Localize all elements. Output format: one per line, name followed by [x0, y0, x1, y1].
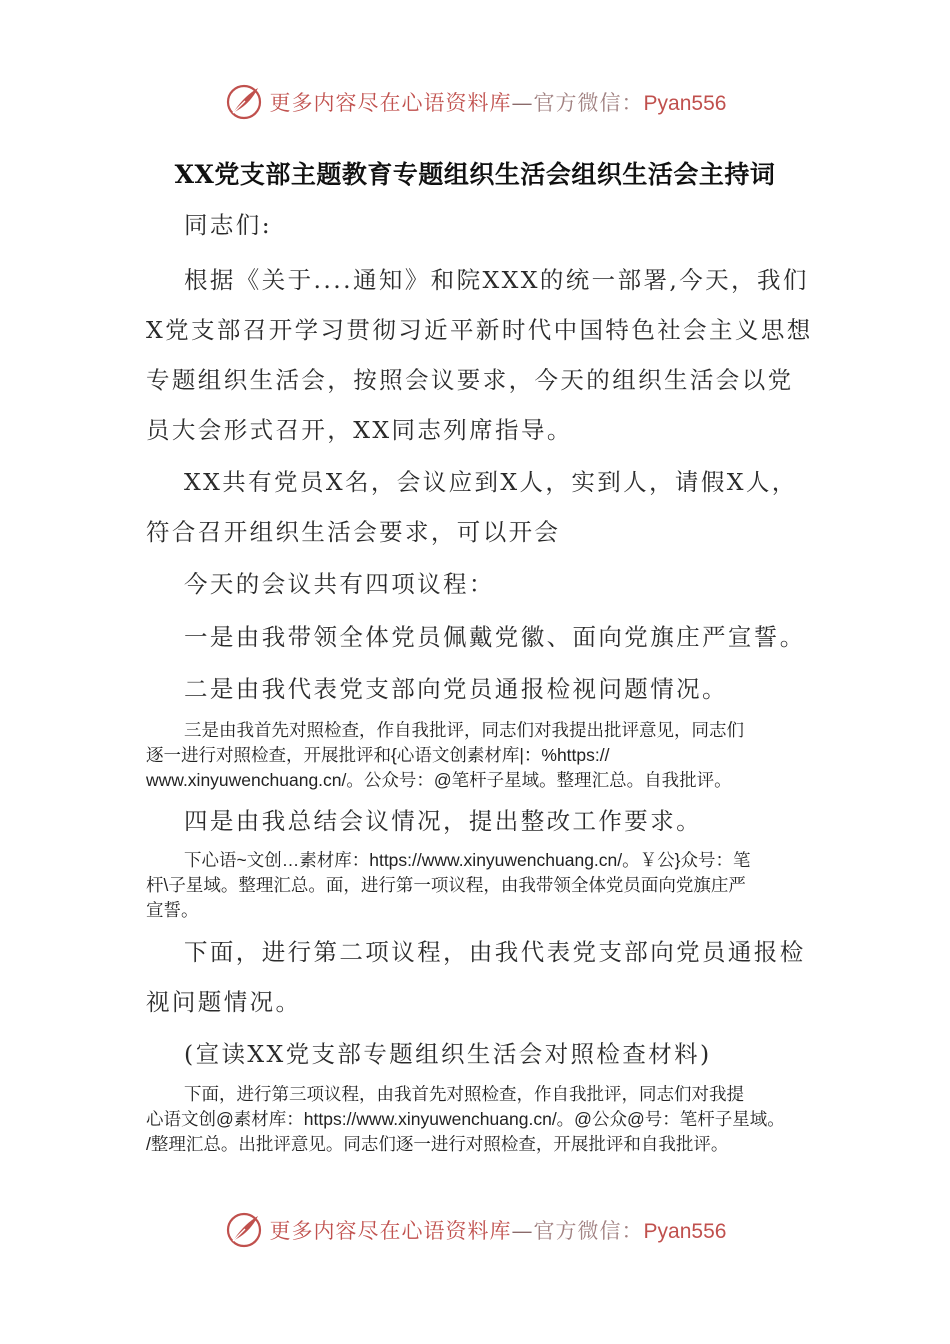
document-title: XX党支部主题教育专题组织生活会组织生活会主持词 — [174, 160, 776, 189]
text-line: 视问题情况。 — [146, 988, 302, 1016]
text-line: 宣誓。 — [146, 900, 199, 920]
paragraph-second-item — [146, 927, 816, 1027]
banner-wechat: Pyan556 — [643, 1220, 727, 1243]
paragraph-agenda-item-1 — [146, 612, 816, 662]
banner-text — [270, 1215, 727, 1245]
small-paragraph-first-item — [146, 848, 826, 923]
paragraph-agenda-item-4 — [146, 796, 816, 846]
quill-logo-icon — [224, 1210, 264, 1250]
banner-wechat: Pyan556 — [643, 92, 727, 115]
banner-dash: — — [511, 91, 534, 115]
text-line: 符合召开组织生活会要求，可以开会 — [146, 518, 561, 546]
banner-sub: 官方微信： — [533, 1219, 644, 1243]
banner-main: 更多内容尽在心语资料库 — [269, 1219, 512, 1243]
header-banner — [0, 80, 950, 124]
text-line: 下心语~文创…素材库：https://www.xinyuwenchuang.cn/。￥公}众号：笔 — [184, 850, 751, 870]
text-line: X党支部召开学习贯彻习近平新时代中国特色社会主义思想 — [146, 316, 813, 344]
text-line: XX共有党员X名，会议应到X人，实到人，请假X人， — [184, 468, 798, 496]
small-paragraph-third-item — [146, 1082, 826, 1157]
banner-sub: 官方微信： — [533, 91, 644, 115]
paragraph-agenda-item-2 — [146, 664, 816, 714]
text-line: 一是由我带领全体党员佩戴党徽、面向党旗庄严宣誓。 — [184, 623, 806, 651]
text-line: 专题组织生活会，按照会议要求，今天的组织生活会以党 — [146, 366, 794, 394]
text-line: www.xinyuwenchuang.cn/。公众号：@笔杆子星域。整理汇总。自我批评。 — [146, 770, 732, 790]
text-line: 同志们: — [184, 211, 273, 239]
text-line: 二是由我代表党支部向党员通报检视问题情况。 — [184, 675, 728, 703]
text-line: 三是由我首先对照检查，作自我批评，同志们对我提出批评意见，同志们 — [184, 720, 744, 740]
paragraph-reading-note — [146, 1029, 816, 1079]
banner-text — [270, 87, 727, 117]
text-line: 今天的会议共有四项议程： — [184, 570, 495, 598]
paragraph-agenda-intro — [146, 559, 816, 609]
text-line: 根据《关于....通知》和院XXX的统一部署,今天，我们 — [184, 266, 809, 294]
paragraph-attendance — [146, 457, 816, 557]
greeting-paragraph — [146, 200, 816, 250]
paragraph-arrangement — [146, 255, 816, 455]
text-line: 四是由我总结会议情况，提出整改工作要求。 — [184, 807, 702, 835]
text-line: 逐一进行对照检查，开展批评和{心语文创素材库|：%https:// — [146, 745, 610, 765]
text-line: 杆\子星域。整理汇总。面，进行第一项议程，由我带领全体党员面向党旗庄严 — [146, 875, 746, 895]
banner-main: 更多内容尽在心语资料库 — [269, 91, 512, 115]
text-line: 下面，进行第二项议程，由我代表党支部向党员通报检 — [184, 938, 806, 966]
text-line: 下面，进行第三项议程，由我首先对照检查，作自我批评，同志们对我提 — [184, 1084, 744, 1104]
text-line: (宣读XX党支部专题组织生活会对照检查材料) — [184, 1040, 712, 1068]
quill-logo-icon — [224, 82, 264, 122]
text-line: /整理汇总。出批评意见。同志们逐一进行对照检查，开展批评和自我批评。 — [146, 1134, 729, 1154]
banner-dash: — — [511, 1219, 534, 1243]
small-paragraph-agenda-item-3 — [146, 718, 826, 793]
footer-banner — [0, 1208, 950, 1252]
text-line: 员大会形式召开，XX同志列席指导。 — [146, 416, 573, 444]
text-line: 心语文创@素材库：https://www.xinyuwenchuang.cn/。@公众@号：笔杆子星域。 — [146, 1109, 785, 1129]
